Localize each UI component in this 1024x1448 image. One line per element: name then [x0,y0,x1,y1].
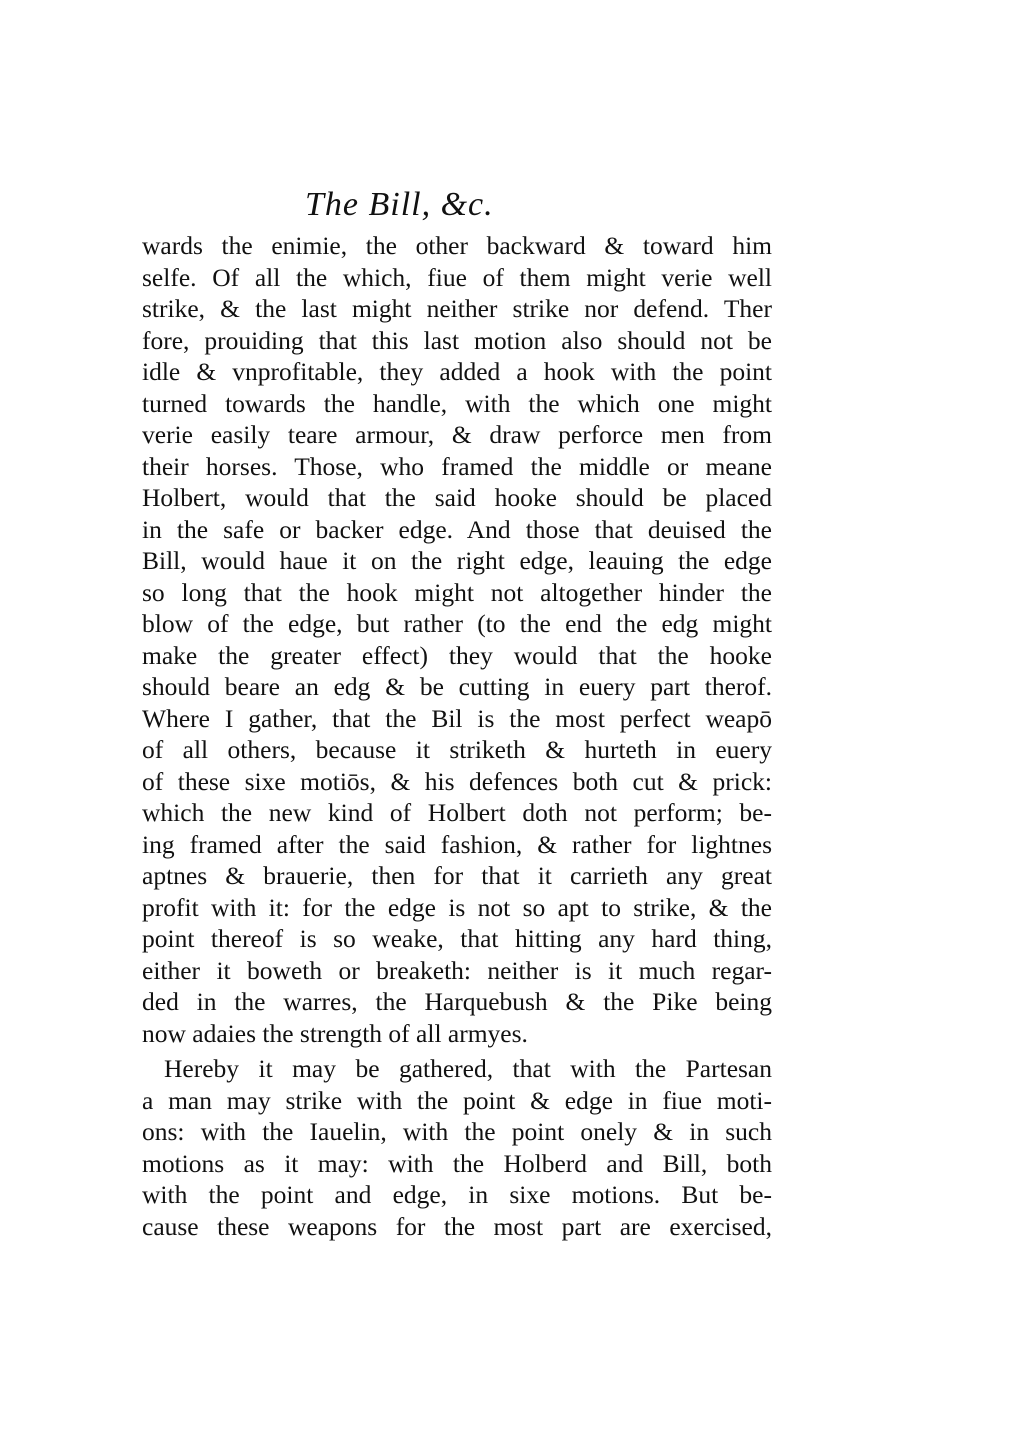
text-line: wards the enimie, the other backward & toward him [142,231,772,260]
text-line: motions as it may: with the Holberd and Bill, both [142,1148,772,1178]
text-line: should beare an edg & be cutting in euery part therof. [142,672,772,701]
text-line: now adaies the strength of all armyes. [142,1018,528,1048]
text-line: ded in the warres, the Harquebush & the Pike being [142,987,772,1016]
text-line: ons: with the Iauelin, with the point onely & in such [142,1117,772,1146]
text-line: their horses. Those, who framed the middle or meane [142,451,772,481]
text-line: Where I gather, that the Bil is the most perfect weapō [142,703,772,733]
text-line: Bill, would haue it on the right edge, leauing the edge [142,546,772,575]
running-head: The Bill, &c. [305,186,494,223]
text-line: make the greater effect) they would that the hooke [142,640,772,670]
paragraph-1 [142,230,772,1049]
text-line: a man may strike with the point & edge in fiue moti- [142,1085,772,1115]
text-line: fore, prouiding that this last motion also should not be [142,325,772,355]
text-line: blow of the edge, but rather (to the end the edg might [142,609,772,638]
text-line: either it boweth or breaketh: neither is it much regar- [142,955,772,985]
text-line: of these sixe motiōs, & his defences both cut & prick: [142,766,772,796]
paragraph-2 [142,1053,772,1242]
text-line: strike, & the last might neither strike nor defend. Ther [142,294,772,323]
text-line: selfe. Of all the which, fiue of them might verie well [142,262,772,292]
text-line: idle & vnprofitable, they added a hook with the point [142,357,772,386]
text-line: aptnes & brauerie, then for that it carrieth any great [142,861,772,890]
text-line: verie easily teare armour, & draw perforce men from [142,420,772,449]
text-line: Hereby it may be gathered, that with the Partesan [164,1054,772,1083]
text-line: which the new kind of Holbert doth not perform; be- [142,798,772,827]
text-line: point thereof is so weake, that hitting any hard thing, [142,924,772,953]
text-line: ing framed after the said fashion, & rather for lightnes [142,829,772,859]
text-line: profit with it: for the edge is not so apt to strike, & the [142,892,772,922]
text-line: Holbert, would that the said hooke should be placed [142,483,772,512]
text-line: turned towards the handle, with the which one might [142,388,772,418]
text-line: with the point and edge, in sixe motions. But be- [142,1180,772,1209]
text-line: cause these weapons for the most part are exercised, [142,1211,772,1241]
text-line: in the safe or backer edge. And those that deuised the [142,514,772,544]
text-line: of all others, because it striketh & hurteth in euery [142,735,772,764]
text-line: so long that the hook might not altogether hinder the [142,577,772,607]
body-text [142,230,772,1242]
